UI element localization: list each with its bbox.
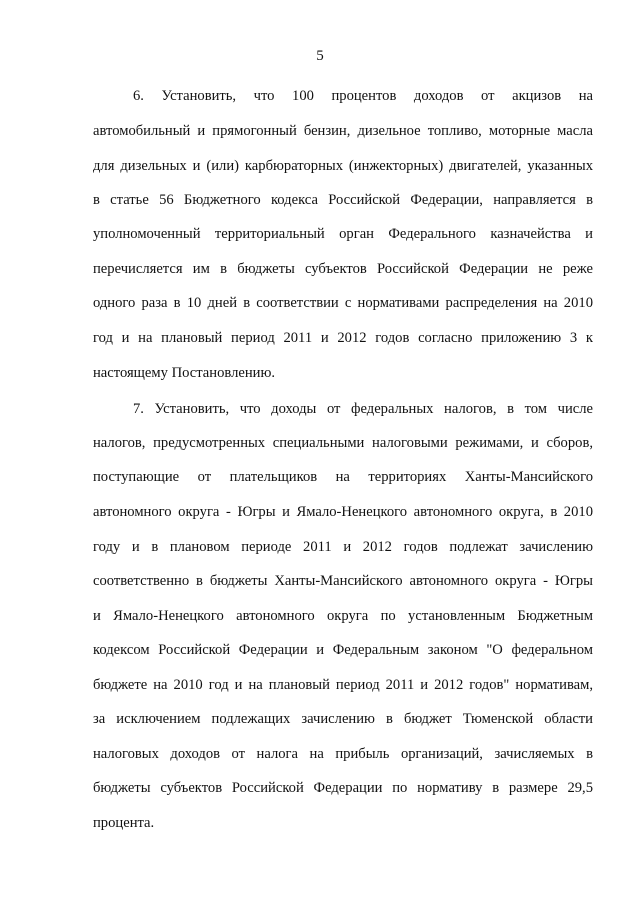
paragraph-7-line-7: и Ямало-Ненецкого автономного округа по установленным Бюджетным — [93, 608, 593, 624]
paragraph-7-line-2: налогов, предусмотренных специальными налоговыми режимами, и сборов, — [93, 435, 593, 451]
paragraph-7-line-3: поступающие от плательщиков на территориях Ханты-Мансийского — [93, 469, 593, 485]
paragraph-6-line-2: автомобильный и прямогонный бензин, дизельное топливо, моторные масла — [93, 123, 593, 139]
paragraph-6-line-5: уполномоченный территориальный орган Федерального казначейства и — [93, 226, 593, 242]
paragraph-6-line-4: в статье 56 Бюджетного кодекса Российской Федерации, направляется в — [93, 192, 593, 208]
paragraph-7-line-1: 7. Установить, что доходы от федеральных налогов, в том числе — [133, 401, 593, 417]
paragraph-6-line-6: перечисляется им в бюджеты субъектов Российской Федерации не реже — [93, 261, 593, 277]
paragraph-6-line-8: год и на плановый период 2011 и 2012 годов согласно приложению 3 к — [93, 330, 593, 346]
paragraph-6-line-7: одного раза в 10 дней в соответствии с нормативами распределения на 2010 — [93, 295, 593, 311]
paragraph-7-line-8: кодексом Российской Федерации и Федеральным законом "О федеральном — [93, 642, 593, 658]
paragraph-7-line-10: за исключением подлежащих зачислению в бюджет Тюменской области — [93, 711, 593, 727]
paragraph-7-line-6: соответственно в бюджеты Ханты-Мансийского автономного округа - Югры — [93, 573, 593, 589]
paragraph-6-line-9: настоящему Постановлению. — [93, 365, 276, 381]
paragraph-7-line-13: процента. — [93, 815, 155, 831]
page-number: 5 — [316, 48, 324, 64]
paragraph-7-line-11: налоговых доходов от налога на прибыль организаций, зачисляемых в — [93, 746, 593, 762]
paragraph-7-line-4: автономного округа - Югры и Ямало-Ненецкого автономного округа, в 2010 — [93, 504, 593, 520]
paragraph-7-line-9: бюджете на 2010 год и на плановый период 2011 и 2012 годов" нормативам, — [93, 677, 593, 693]
paragraph-6-line-3: для дизельных и (или) карбюраторных (инжекторных) двигателей, указанных — [93, 158, 593, 174]
paragraph-6-line-1: 6. Установить, что 100 процентов доходов от акцизов на — [133, 88, 593, 104]
paragraph-7-line-5: году и в плановом периоде 2011 и 2012 годов подлежат зачислению — [93, 539, 593, 555]
paragraph-7-line-12: бюджеты субъектов Российской Федерации по нормативу в размере 29,5 — [93, 780, 593, 796]
